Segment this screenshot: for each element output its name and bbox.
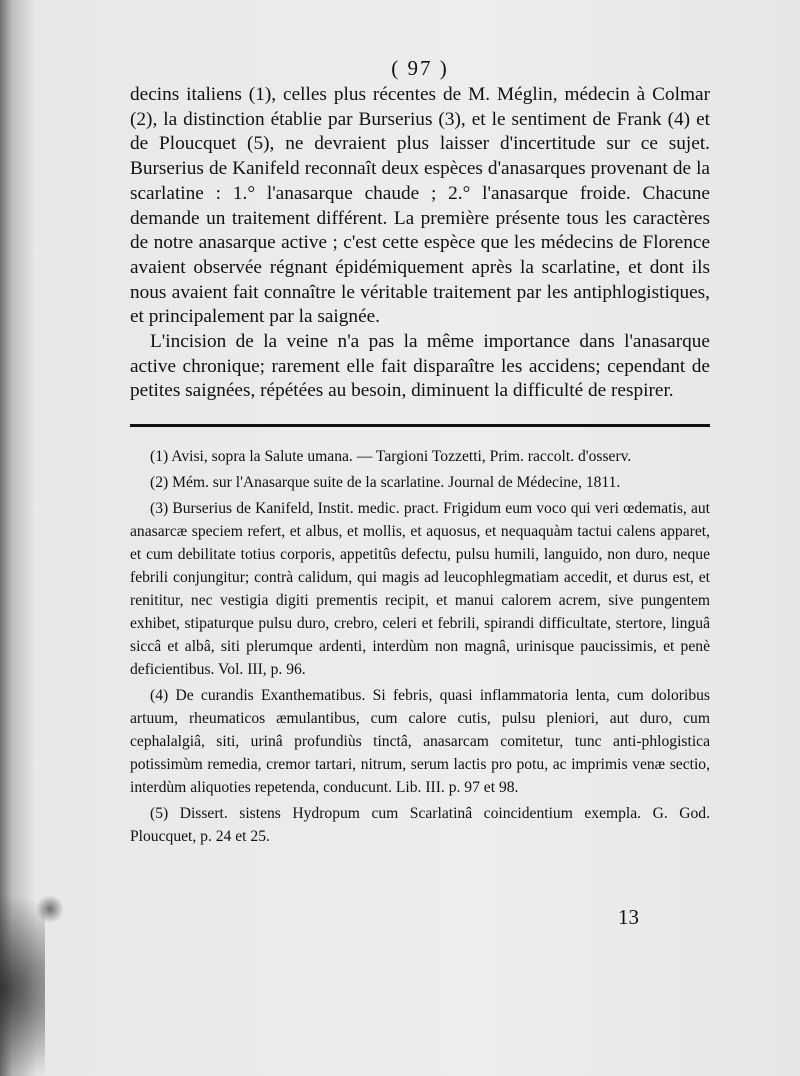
signature-mark: 13 <box>618 905 639 929</box>
footnote-2: (2) Mém. sur l'Anasarque suite de la scarlatine. Journal de Médecine, 1811. <box>150 474 621 492</box>
paragraph-1: decins italiens (1), celles plus récentes de M. Méglin, médecin à Colmar (2), la distinction établie par Burserius (3), et le sentiment de Frank (4) et de Ploucquet (5), ne devraient plus laisser d'incertitude sur ce sujet. Burserius de Kanifeld reconnaît deux espèces d'anasarques provenant de la scarlatine : 1.° l'anasarque chaude ; 2.° l'anasarque froide. Chacune demande un traitement différent. La première présente tous les caractères de notre anasarque active ; c'est cette espèce que les médecins de Florence avaient observée régnant épidémiquement après la scarlatine, et dont ils nous avaient fait connaître le véritable traitement par les antiphlogistiques, et principalement par la saignée. <box>130 84 710 328</box>
page-number: ( 97 ) <box>391 56 449 80</box>
page-content <box>130 56 710 848</box>
footnote-rule <box>130 424 710 427</box>
footnote-1: (1) Avisi, sopra la Salute umana. — Targioni Tozzetti, Prim. raccolt. d'osserv. <box>150 448 632 466</box>
footnotes <box>130 445 710 848</box>
footnote-3: (3) Burserius de Kanifeld, Instit. medic. pract. Frigidum eum voco qui veri œdematis, aut anasarcæ speciem refert, et albus, et mollis, et aquosus, et nequaquàm tactui calens apparet, et cum debilitate totius corporis, appetitûs defectu, pulsu humili, languido, non duro, neque febrili conjungitur; contrà calidum, qui magis ad leucophlegmatiam accedit, et durus est, et renititur, nec vestigia digiti prementis recipit, et manui calorem acrem, sive pungentem exhibet, stipaturque pulsu duro, crebro, celeri et febrili, spirandi difficultate, stertore, linguâ siccâ et albâ, siti plerumque ardenti, interdùm non magnâ, urinisque paucissimis, et penè deficientibus. Vol. III, p. 96. <box>130 500 710 679</box>
footnote-4: (4) De curandis Exanthematibus. Si febris, quasi inflammatoria lenta, cum doloribus artuum, rheumaticos æmulantibus, cum calore cutis, pulsu pleniori, aut duro, cum cephalalgiâ, siti, urinâ profundiùs tinctâ, anasarcam comitetur, tunc anti-phlogistica potissimùm remedia, cremor tartari, nitrum, serum lactis pro potu, ac imprimis venæ sectio, interdùm aliquoties repetenda, conducunt. Lib. III. p. 97 et 98. <box>130 687 710 797</box>
page-smudge <box>36 895 64 923</box>
footnote-5: (5) Dissert. sistens Hydropum cum Scarlatinâ coincidentium exempla. G. God. Ploucquet, p. 24 et 25. <box>130 805 710 846</box>
main-text <box>130 83 710 404</box>
paragraph-2: L'incision de la veine n'a pas la même importance dans l'anasarque active chronique; rarement elle fait disparaître les accidens; cependant de petites saignées, répétées au besoin, diminuent la difficulté de respirer. <box>130 331 710 402</box>
